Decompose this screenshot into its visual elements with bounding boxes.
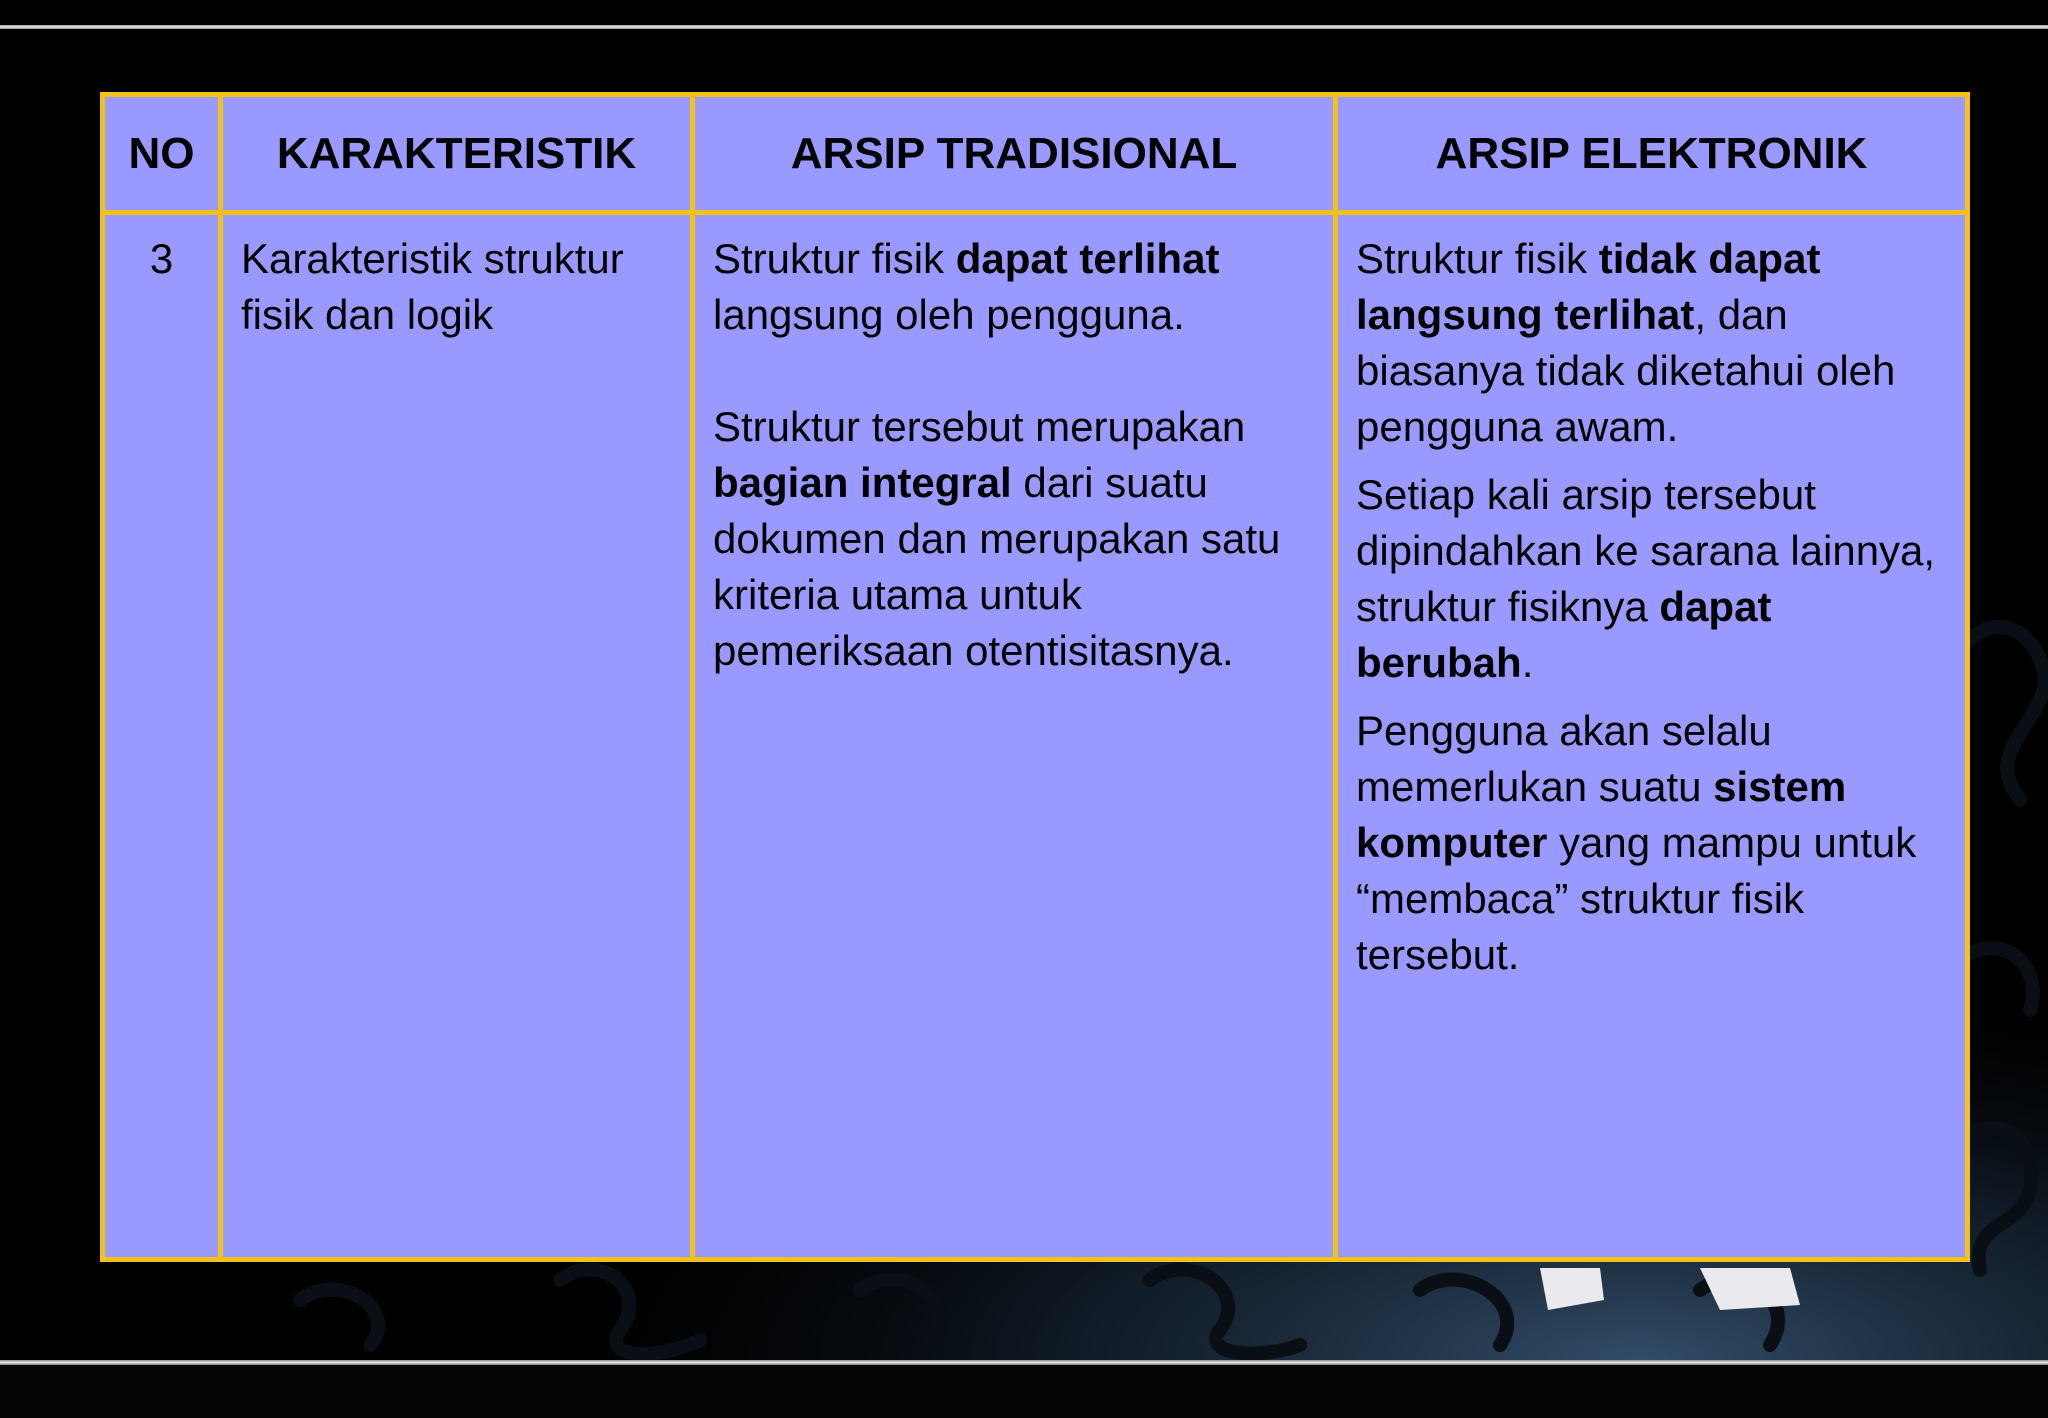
header-arsip-tradisional: ARSIP TRADISIONAL (693, 95, 1336, 213)
tradisional-paragraph-2 (713, 399, 1315, 679)
text: dari suatu dokumen dan merupakan satu kriteria utama untuk pemeriksaan otentisitasnya. (713, 459, 1281, 674)
text: , dan biasanya tidak diketahui oleh pengguna awam. (1356, 291, 1896, 450)
bottom-band (0, 1365, 2048, 1418)
text: langsung oleh pengguna. (713, 291, 1185, 338)
top-divider (0, 25, 2048, 29)
elektronik-paragraph-1 (1356, 231, 1947, 455)
text: Struktur fisik (713, 235, 956, 282)
cell-arsip-tradisional (693, 213, 1336, 1260)
table-row (103, 213, 1968, 1260)
cell-karakteristik: Karakteristik struktur fisik dan logik (221, 213, 693, 1260)
emphasis: tidak dapat langsung terlihat (1356, 235, 1821, 338)
header-arsip-elektronik: ARSIP ELEKTRONIK (1336, 95, 1968, 213)
elektronik-paragraph-3 (1356, 703, 1947, 983)
header-no: NO (103, 95, 221, 213)
tradisional-paragraph-1 (713, 231, 1315, 343)
comparison-table (100, 92, 1970, 1262)
text: . (1521, 639, 1534, 686)
header-karakteristik: KARAKTERISTIK (221, 95, 693, 213)
emphasis: sistem komputer (1356, 763, 1847, 866)
cell-arsip-elektronik (1336, 213, 1968, 1260)
text: Pengguna akan selalu memerlukan suatu (1356, 707, 1772, 810)
text: Struktur tersebut merupakan (713, 403, 1246, 450)
emphasis: dapat terlihat (955, 235, 1220, 282)
text: Struktur fisik (1356, 235, 1599, 282)
cell-no: 3 (103, 213, 221, 1260)
emphasis: dapat berubah (1356, 583, 1772, 686)
text: yang mampu untuk “membaca” struktur fisik tersebut. (1356, 819, 1917, 978)
elektronik-paragraph-2 (1356, 467, 1947, 691)
header-row (103, 95, 1968, 213)
text: Setiap kali arsip tersebut dipindahkan ke sarana lainnya, struktur fisiknya (1356, 471, 1936, 630)
emphasis: bagian integral (713, 459, 1012, 506)
